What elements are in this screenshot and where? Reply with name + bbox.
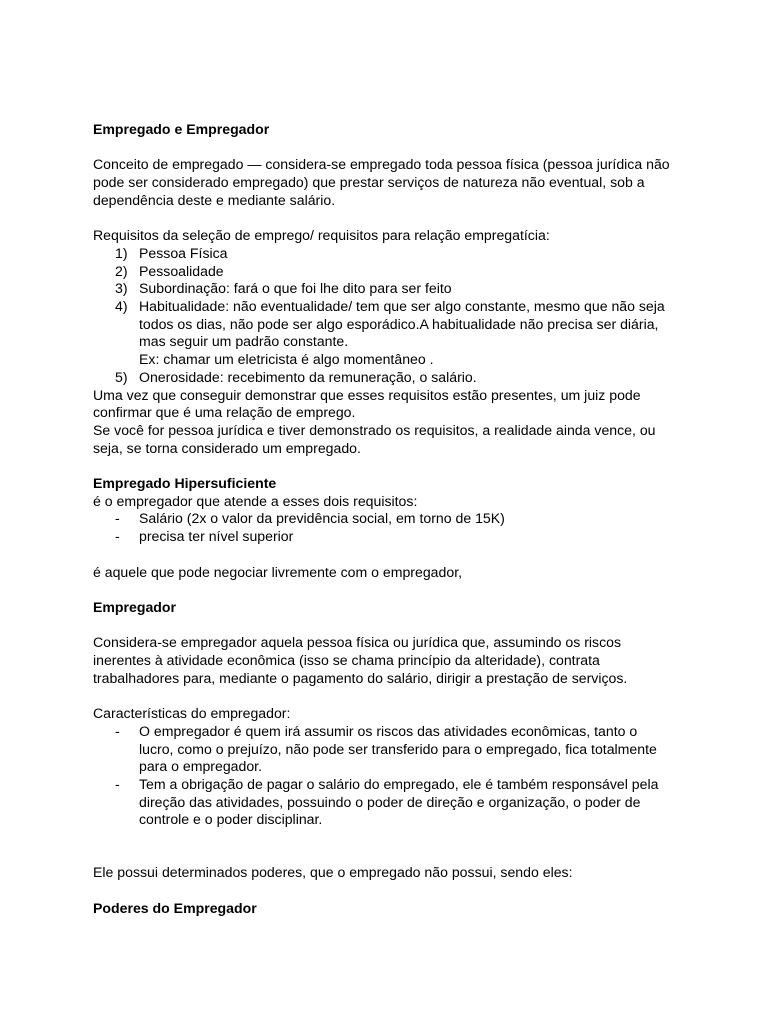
list-number: 3) [115, 280, 128, 297]
heading-empregado-empregador: Empregado e Empregador [93, 121, 270, 137]
heading-empregador: Empregador [93, 598, 177, 615]
list-item-text: O empregador é quem irá assumir os riscos das atividades econômicas, tanto o lucro, como o prejuízo, não pode ser transferido para o empregado, fica totalmente para o empregador. [139, 722, 657, 775]
paragraph-requisitos-intro: Requisitos da seleção de emprego/ requisitos para relação empregatícia: [93, 227, 550, 244]
list-item [93, 245, 673, 263]
list-item [93, 369, 673, 387]
list-number: 1) [115, 244, 128, 261]
dash-marker: - [115, 775, 120, 792]
dash-marker: - [115, 722, 120, 739]
list-number: 4) [115, 298, 128, 314]
list-item-text: precisa ter nível superior [139, 528, 294, 545]
list-item [93, 528, 673, 546]
list-item-text: Salário (2x o valor da previdência social, em torno de 15K) [139, 510, 505, 527]
list-number: 2) [115, 262, 128, 279]
hipersuficiente-list [93, 510, 673, 545]
list-item [93, 723, 673, 776]
paragraph-poderes-intro: Ele possui determinados poderes, que o empregado não possui, sendo eles: [93, 864, 573, 881]
list-item-text: Onerosidade: recebimento da remuneração, o salário. [139, 368, 477, 385]
list-item [93, 776, 673, 829]
paragraph-pessoa-juridica: Se você for pessoa jurídica e tiver demonstrado os requisitos, a realidade ainda vence, ou seja, se torna considerado um empregado. [93, 421, 656, 456]
paragraph-caracteristicas-intro: Características do empregador: [93, 705, 291, 722]
document-body [93, 121, 673, 918]
paragraph-hiper-note: é aquele que pode negociar livremente com o empregador, [93, 563, 463, 580]
list-item-text: Tem a obrigação de pagar o salário do empregado, ele é também responsável pela direção das atividades, possuindo o poder de direção e organização, o poder de controle e o poder disciplinar. [139, 775, 659, 828]
requisitos-list [93, 245, 673, 387]
list-item-example: Ex: chamar um eletricista é algo momentâneo . [139, 351, 434, 368]
caracteristicas-list [93, 723, 673, 829]
list-item-text: Pessoalidade [139, 262, 224, 279]
list-item [93, 263, 673, 281]
list-item [93, 510, 673, 528]
list-item-text: Habitualidade: não eventualidade/ tem que ser algo constante, mesmo que não seja todos os dias, não pode ser algo esporádico.A habitualidade não precisa ser diária, mas seguir um padrão constante. [139, 298, 665, 350]
list-item-text: Subordinação: fará o que foi lhe dito para ser feito [139, 280, 452, 297]
list-number: 5) [115, 368, 128, 385]
paragraph-empregador-def: Considera-se empregador aquela pessoa física ou jurídica que, assumindo os riscos inerentes à atividade econômica (isso se chama princípio da alteridade), contrata trabalhadores para, mediante o pagamento do salário, dirigir a prestação de serviços. [93, 634, 628, 686]
dash-marker: - [115, 510, 120, 527]
list-item [93, 280, 673, 298]
list-item-text: Pessoa Física [139, 244, 228, 261]
paragraph-juiz: Uma vez que conseguir demonstrar que esses requisitos estão presentes, um juiz pode confirmar que é uma relação de emprego. [93, 386, 641, 421]
dash-marker: - [115, 528, 120, 545]
paragraph-hiper-intro: é o empregador que atende a esses dois requisitos: [93, 492, 418, 509]
heading-hipersuficiente: Empregado Hipersuficiente [93, 475, 277, 492]
paragraph-conceito: Conceito de empregado — considera-se empregado toda pessoa física (pessoa jurídica não pode ser considerado empregado) que prestar serviços de natureza não eventual, sob a dependência deste e mediante salário. [93, 156, 670, 208]
list-item [93, 298, 673, 369]
heading-poderes: Poderes do Empregador [93, 899, 257, 916]
